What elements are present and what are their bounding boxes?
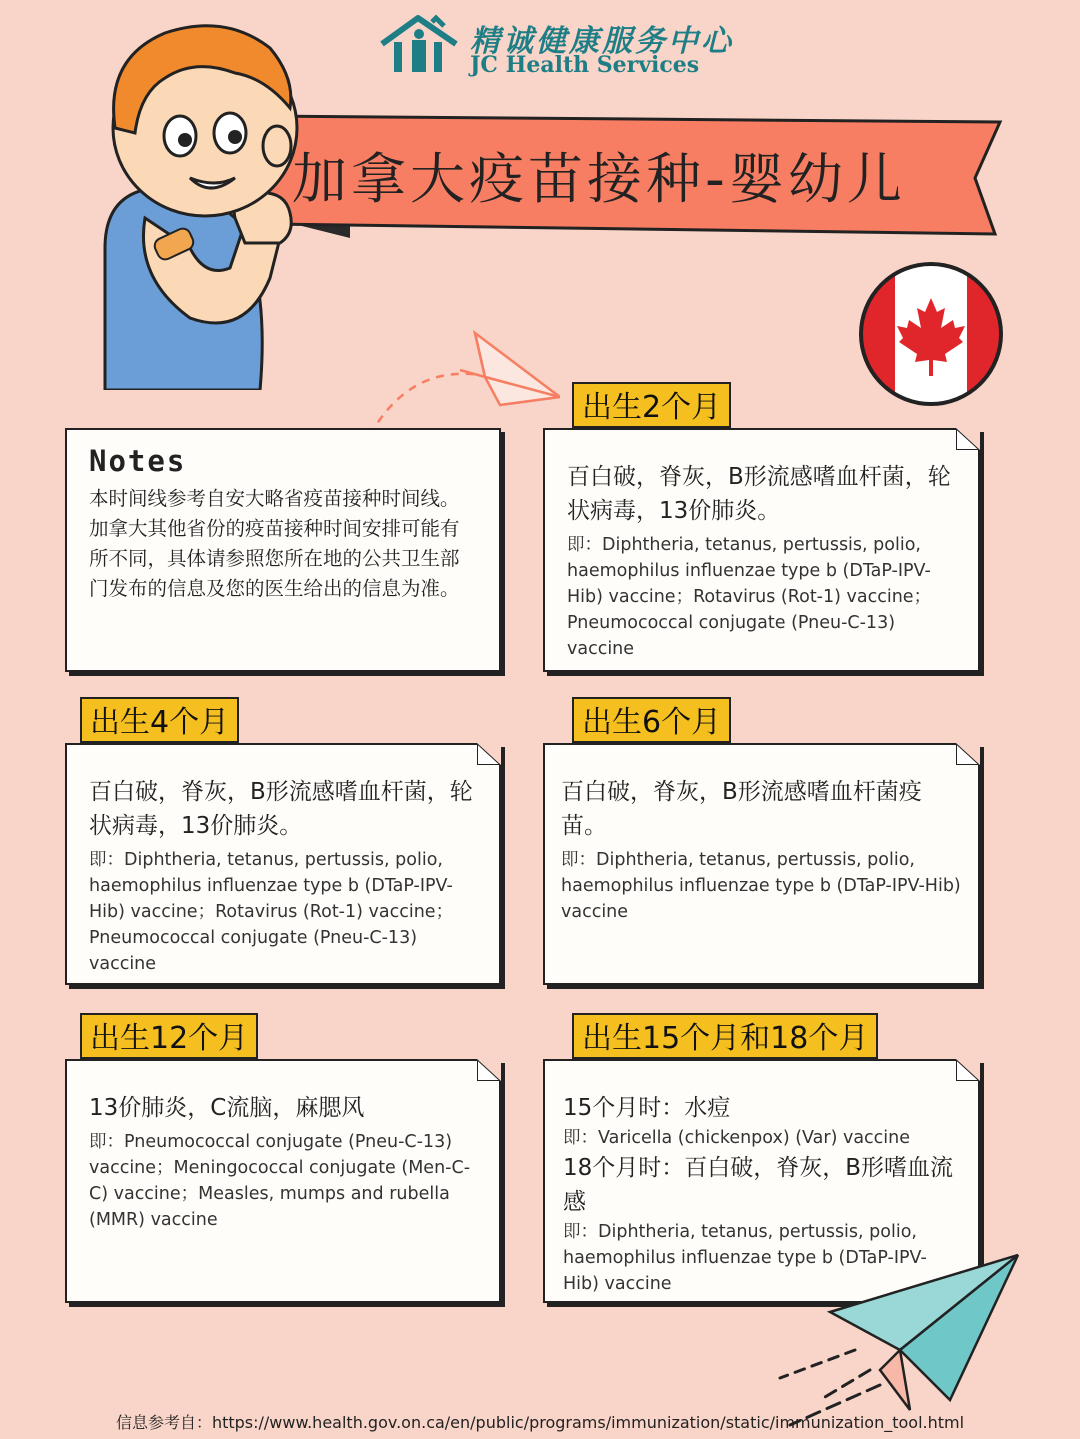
notes-card [65,428,501,672]
source-footer: 信息参考自：https://www.health.gov.on.ca/en/public/programs/immunization/static/immunization_tool.html [115,1413,965,1432]
card-4-months-chinese: 百白破，脊灰，B形流感嗜血杆菌，轮状病毒，13价肺炎。 [89,779,473,839]
label-15-18-months: 出生15个月和18个月 [572,1013,878,1059]
page-fold-icon [956,1059,980,1081]
paper-plane-icon [350,325,560,440]
card-6-months-english: 即：Diphtheria, tetanus, pertussis, polio, haemophilus influenzae type b (DTaP-IPV-Hib) vaccine [561,850,961,922]
page-fold-icon [477,1059,501,1081]
label-12-months: 出生12个月 [80,1013,258,1059]
card-6-months [543,743,980,985]
card-4-months [65,743,501,985]
notes-body: 本时间线参考自安大略省疫苗接种时间线。加拿大其他省份的疫苗接种时间安排可能有所不同，具体请参照您所在地的公共卫生部门发布的信息及您的医生给出的信息为准。 [89,487,460,600]
card-2-months [543,428,980,672]
page-title: 加拿大疫苗接种-婴幼儿 [292,147,906,211]
card-18-months-chinese: 18个月时：百白破，脊灰，B形嗜血流感 [563,1155,954,1215]
card-12-months-english: 即：Pneumococcal conjugate (Pneu-C-13) vaccine；Meningococcal conjugate (Men-C-C) vaccine；Measles, mumps and rubella (MMR) vaccine [89,1132,471,1230]
page-fold-icon [477,743,501,765]
card-12-months [65,1059,501,1303]
card-2-months-english: 即：Diphtheria, tetanus, pertussis, polio, haemophilus influenzae type b (DTaP-IPV-Hib) vaccine；Rotavirus (Rot-1) vaccine；Pneumococcal conjugate (Pneu-C-13) vaccine [567,535,932,659]
card-18-months-english: 即：Diphtheria, tetanus, pertussis, polio, haemophilus influenzae type b (DTaP-IPV-Hib) vaccine [563,1222,927,1294]
page-fold-icon [956,743,980,765]
logo-english-name: JC Health Services [470,52,700,78]
paper-plane-teal-icon [760,1250,1060,1430]
card-15-months-chinese: 15个月时：水痘 [563,1095,731,1121]
notes-title: Notes [89,444,187,478]
canada-flag-icon [855,258,1007,410]
card-15-months-english: 即：Varicella (chickenpox) (Var) vaccine [563,1128,911,1148]
logo-chinese-name: 精诚健康服务中心 [470,24,734,59]
card-6-months-chinese: 百白破，脊灰，B形流感嗜血杆菌疫苗。 [561,779,922,839]
card-4-months-english: 即：Diphtheria, tetanus, pertussis, polio, haemophilus influenzae type b (DTaP-IPV-Hib) vaccine；Rotavirus (Rot-1) vaccine；Pneumococcal conjugate (Pneu-C-13) vaccine [89,850,454,974]
page-fold-icon [956,428,980,450]
card-2-months-chinese: 百白破，脊灰，B形流感嗜血杆菌，轮状病毒，13价肺炎。 [567,464,951,524]
label-6-months: 出生6个月 [572,697,731,743]
label-2-months: 出生2个月 [572,382,731,428]
card-12-months-chinese: 13价肺炎，C流脑，麻腮风 [89,1095,365,1121]
label-4-months: 出生4个月 [80,697,239,743]
